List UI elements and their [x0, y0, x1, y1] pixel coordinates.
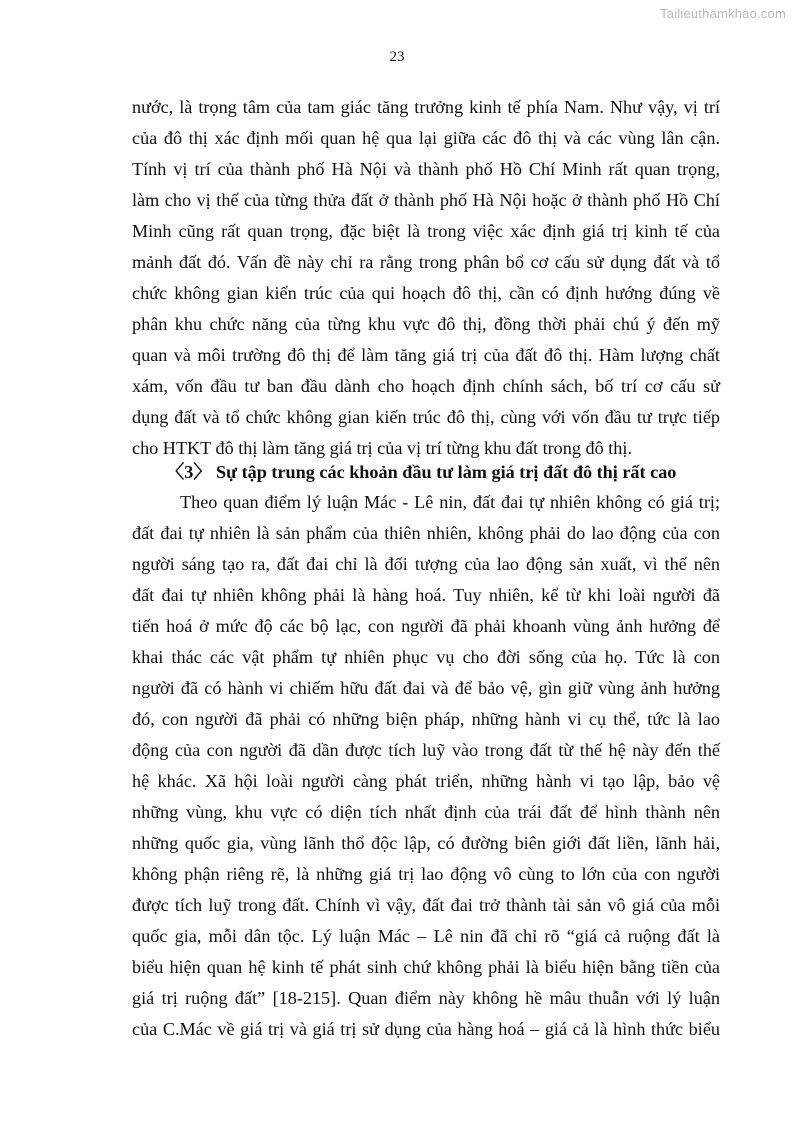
text-line: biểu hiện quan hệ kinh tế phát sinh chứ không phải là biểu hiện bằng tiền của	[132, 957, 720, 977]
paragraph-1	[132, 92, 720, 464]
text-line: được tích luỹ trong đất. Chính vì vậy, đất đai trở thành tài sản vô giá của mỗi	[132, 895, 720, 915]
text-line: những quốc gia, vùng lãnh thổ độc lập, có đường biên giới đất liền, lãnh hải,	[132, 833, 720, 853]
text-line: đó, con người đã phải có những biện pháp, những hành vi cụ thể, tức là lao	[132, 709, 720, 729]
watermark-text: Tailieuthamkhao.com	[660, 6, 786, 21]
section-heading-block	[132, 457, 720, 488]
text-line: Theo quan điểm lý luận Mác - Lê nin, đất đai tự nhiên không có giá trị;	[180, 492, 720, 512]
text-line: hệ khác. Xã hội loài người càng phát triển, những hành vi tạo lập, bảo vệ	[132, 771, 720, 791]
text-line: nước, là trọng tâm của tam giác tăng trưởng kinh tế phía Nam. Như vậy, vị trí	[132, 97, 720, 117]
text-line: người sáng tạo ra, đất đai chỉ là đối tượng của lao động sản xuất, vì thế nên	[132, 554, 720, 574]
text-line: khai thác các vật phẩm tự nhiên phục vụ cho đời sống của họ. Tức là con	[132, 647, 720, 667]
text-line: của đô thị xác định mối quan hệ qua lại giữa các đô thị và các vùng lân cận.	[132, 128, 720, 148]
text-line: phân khu chức năng của từng khu vực đô thị, đồng thời phải chú ý đến mỹ	[132, 314, 720, 334]
text-line: của C.Mác về giá trị và giá trị sử dụng của hàng hoá – giá cả là hình thức biểu	[132, 1019, 720, 1039]
text-line: động của con người đã dần được tích luỹ vào trong đất từ thế hệ này đến thế	[132, 740, 720, 760]
text-line: không phận riêng rẽ, là những giá trị lao động vô cùng to lớn của con người	[132, 864, 720, 884]
text-line: quốc gia, mỗi dân tộc. Lý luận Mác – Lê nin đã chỉ rõ “giá cả ruộng đất là	[132, 926, 720, 946]
text-line: quan và môi trường đô thị để làm tăng giá trị của đất đô thị. Hàm lượng chất	[132, 345, 720, 365]
text-line: Minh cũng rất quan trọng, đặc biệt là trong việc xác định giá trị kinh tế của	[132, 221, 720, 241]
text-line: những vùng, khu vực có diện tích nhất định của trái đất để hình thành nên	[132, 802, 720, 822]
text-line: tiến hoá ở mức độ các bộ lạc, con người đã phải khoanh vùng ảnh hưởng để	[132, 616, 720, 636]
text-line: giá trị ruộng đất” [18-215]. Quan điểm này không hề mâu thuẫn với lý luận	[132, 988, 720, 1008]
paragraph-2	[132, 487, 720, 1045]
text-line: xám, vốn đầu tư ban đầu dành cho hoạch định chính sách, bố trí cơ cấu sử	[132, 376, 720, 396]
text-line: làm cho vị thế của từng thửa đất ở thành phố Hà Nội hoặc ở thành phố Hồ Chí	[132, 190, 720, 210]
text-line: chức không gian kiến trúc của qui hoạch đô thị, cần có định hướng đúng về	[132, 283, 720, 303]
text-line: đất đai tự nhiên không phải là hàng hoá. Tuy nhiên, kể từ khi loài người đã	[132, 585, 720, 605]
text-line: mảnh đất đó. Vấn đề này chỉ ra rằng trong phân bổ cơ cấu sử dụng đất và tổ	[132, 252, 720, 272]
text-line: cho HTKT đô thị làm tăng giá trị của vị trí từng khu đất trong đô thị.	[132, 438, 632, 458]
section-heading: 〈3〉 Sự tập trung các khoản đầu tư làm giá trị đất đô thị rất cao	[166, 462, 677, 482]
text-line: Tính vị trí của thành phố Hà Nội và thành phố Hồ Chí Minh rất quan trọng,	[132, 159, 720, 179]
page-number: 23	[389, 49, 405, 65]
text-line: đất đai tự nhiên là sản phẩm của thiên nhiên, không phải do lao động của con	[132, 523, 720, 543]
text-line: người đã có hành vi chiếm hữu đất đai và để bảo vệ, gìn giữ vùng ảnh hưởng	[132, 678, 720, 698]
text-line: dụng đất và tổ chức không gian kiến trúc đô thị, cùng với vốn đầu tư trực tiếp	[132, 407, 720, 427]
